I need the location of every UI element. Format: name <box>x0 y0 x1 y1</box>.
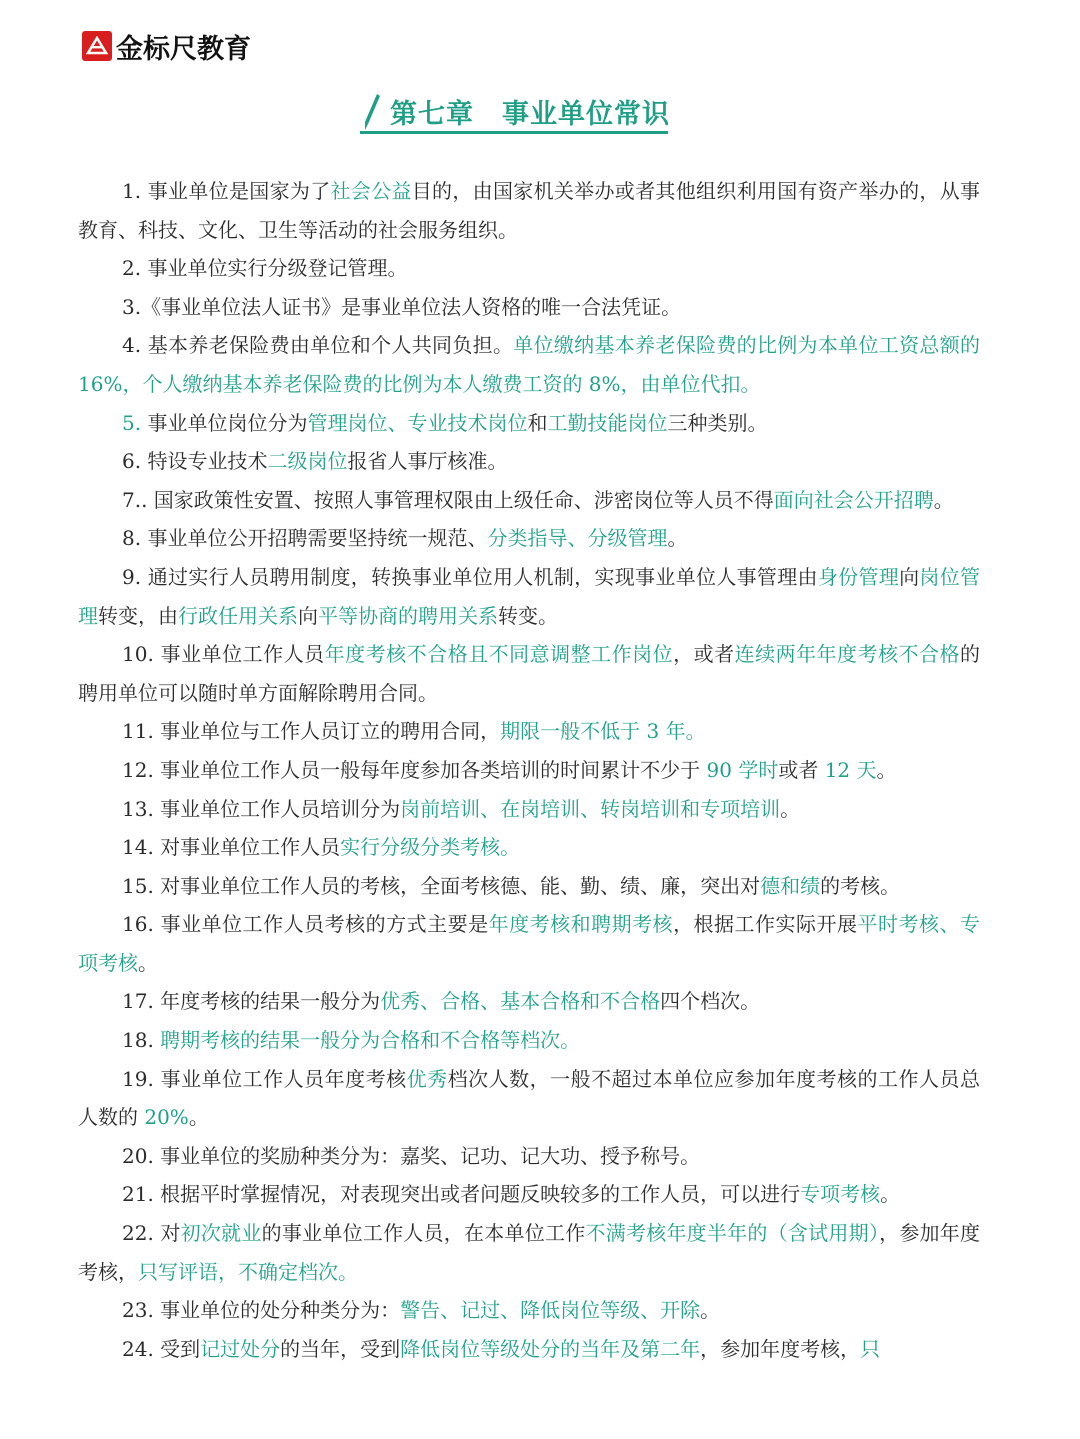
highlight-text: 分类指导、分级管理 <box>487 526 668 551</box>
chapter-title: 第七章 事业单位常识 <box>390 99 670 130</box>
highlight-text: 降低岗位等级处分的当年及第二年 <box>400 1336 701 1361</box>
body-text: 。 <box>780 796 801 821</box>
body-text: 向 <box>298 603 318 628</box>
highlight-text: 面向社会公开招聘 <box>773 487 934 512</box>
knowledge-item <box>78 519 980 558</box>
body-text: 的考核。 <box>820 873 901 898</box>
pen-icon <box>360 92 384 136</box>
knowledge-item <box>78 172 980 249</box>
highlight-text: 期限一般不低于 3 年。 <box>500 719 706 744</box>
knowledge-item <box>78 326 980 403</box>
knowledge-item <box>78 288 980 327</box>
body-text: 8. 事业单位公开招聘需要坚持统一规范、 <box>122 526 488 551</box>
body-text: 6. 特设专业技术 <box>122 449 268 474</box>
knowledge-item <box>78 751 980 790</box>
highlight-text: 二级岗位 <box>267 449 348 474</box>
highlight-text: 专项考核 <box>800 1182 881 1207</box>
brand-name: 金标尺教育 <box>116 33 251 65</box>
knowledge-item <box>78 404 980 443</box>
highlight-text: 年度考核和聘期考核 <box>488 912 674 937</box>
body-text: 档次人数，一般不超过本单位应参加年度考核的工作人员总人数的 <box>78 1066 981 1130</box>
chapter-underline <box>360 131 668 134</box>
body-text: 22. 对 <box>122 1221 181 1246</box>
body-text: 16. 事业单位工作人员考核的方式主要是 <box>122 912 489 937</box>
knowledge-item <box>78 982 980 1021</box>
highlight-text: 德和绩 <box>760 873 821 898</box>
knowledge-item <box>78 1291 980 1330</box>
body-text: 10. 事业单位工作人员 <box>122 642 325 667</box>
highlight-text: 聘期考核的结果一般分为合格和不合格等档次。 <box>160 1028 581 1053</box>
highlight-text: 5. <box>122 410 148 435</box>
knowledge-list <box>78 172 980 1368</box>
body-text: 19. 事业单位工作人员年度考核 <box>122 1066 407 1091</box>
knowledge-item <box>78 1214 980 1291</box>
highlight-text: 不满考核年度半年的（含试用期） <box>585 1221 880 1246</box>
knowledge-item <box>78 558 980 635</box>
highlight-text: 岗位管理 <box>78 564 981 628</box>
knowledge-item <box>78 1175 980 1214</box>
knowledge-item <box>78 1330 980 1369</box>
body-text: 事业单位岗位分为 <box>147 410 308 435</box>
body-text: 11. 事业单位与工作人员订立的聘用合同， <box>122 719 501 744</box>
body-text: 的当年，受到 <box>280 1336 401 1361</box>
highlight-text: 平时考核、专项考核 <box>78 912 981 975</box>
body-text: 3.《事业单位法人证书》是事业单位法人资格的唯一合法凭证。 <box>122 294 682 319</box>
body-text: 。 <box>700 1298 721 1323</box>
body-text: 15. 对事业单位工作人员的考核，全面考核德、能、勤、绩、廉，突出对 <box>122 873 761 898</box>
knowledge-item <box>78 635 980 712</box>
knowledge-item <box>78 442 980 481</box>
body-text: 。 <box>667 526 688 551</box>
body-text: ，参加年度考核， <box>700 1336 861 1361</box>
logo-mark-icon <box>82 31 112 61</box>
body-text: 23. 事业单位的处分种类分为： <box>122 1298 401 1323</box>
highlight-text: 只写评语，不确定档次。 <box>138 1259 358 1284</box>
body-text: 。 <box>933 487 954 512</box>
highlight-text: 记过处分 <box>200 1336 281 1361</box>
highlight-text: 只 <box>860 1336 881 1361</box>
body-text: 13. 事业单位工作人员培训分为 <box>122 796 401 821</box>
highlight-text: 管理岗位、专业技术岗位 <box>307 410 528 435</box>
body-text: ，或者 <box>673 642 735 667</box>
body-text: 的聘用单位可以随时单方面解除聘用合同。 <box>78 642 981 705</box>
body-text: 20. 事业单位的奖励种类分为：嘉奖、记功、记大功、授予称号。 <box>122 1143 701 1168</box>
highlight-text: 岗前培训、在岗培训、转岗培训和专项培训 <box>400 796 781 821</box>
body-text: 三种类别。 <box>667 410 768 435</box>
knowledge-item <box>78 905 980 982</box>
body-text: 4. 基本养老保险费由单位和个人共同负担。 <box>122 333 514 358</box>
body-text: 24. 受到 <box>122 1336 201 1361</box>
body-text: 目的，由国家机关举办或者其他组织利用国有资产举办的，从事教育、科技、文化、卫生等活动的社会服务组织。 <box>78 179 980 242</box>
body-text: 21. 根据平时掌握情况，对表现突出或者问题反映较多的工作人员，可以进行 <box>122 1182 801 1207</box>
highlight-text: 警告、记过、降低岗位等级、开除 <box>400 1298 701 1323</box>
body-text: 12. 事业单位工作人员一般每年度参加各类培训的时间累计不少于 <box>122 757 707 782</box>
body-text: 四个档次。 <box>660 989 761 1014</box>
body-text: 7.. 国家政策性安置、按照人事管理权限由上级任命、涉密岗位等人员不得 <box>122 487 774 512</box>
highlight-text: 12 天 <box>824 757 877 782</box>
knowledge-item <box>78 481 980 520</box>
highlight-text: 平等协商的聘用关系 <box>318 603 498 628</box>
body-text: 。 <box>138 950 158 975</box>
highlight-text: 年度考核不合格且不同意调整工作岗位 <box>324 642 674 667</box>
knowledge-item <box>78 1021 980 1060</box>
body-text: 1. 事业单位是国家为了 <box>122 179 331 203</box>
highlight-text: 社会公益 <box>330 179 412 203</box>
brand-logo <box>82 30 251 65</box>
body-text: 17. 年度考核的结果一般分为 <box>122 989 381 1014</box>
highlight-text: 身份管理 <box>817 564 900 589</box>
body-text: 或者 <box>778 757 825 782</box>
body-text: 转变，由 <box>98 603 178 628</box>
body-text: ，参加年度考核， <box>78 1221 981 1284</box>
knowledge-item <box>78 828 980 867</box>
body-text: 报省人事厅核准。 <box>347 449 508 474</box>
highlight-text: 单位缴纳基本养老保险费的比例为本单位工资总额的 16%，个人缴纳基本养老保险费的比例为本人缴费工资的 8%，由单位代扣。 <box>78 333 980 396</box>
body-text: 。 <box>876 757 897 782</box>
highlight-text: 优秀、合格、基本合格和不合格 <box>380 989 661 1014</box>
body-text: 9. 通过实行人员聘用制度，转换事业单位用人机制，实现事业单位人事管理由 <box>122 564 818 589</box>
body-text: 18. <box>122 1028 161 1053</box>
body-text: 。 <box>188 1105 209 1130</box>
knowledge-item <box>78 249 980 288</box>
knowledge-item <box>78 1137 980 1176</box>
knowledge-item <box>78 790 980 829</box>
body-text: 转变。 <box>498 603 558 628</box>
body-text: 2. 事业单位实行分级登记管理。 <box>122 256 408 281</box>
chapter-heading <box>360 88 670 138</box>
highlight-text: 实行分级分类考核。 <box>340 835 521 860</box>
body-text: 和 <box>527 410 548 435</box>
highlight-text: 90 学时 <box>706 757 779 782</box>
body-text: 14. 对事业单位工作人员 <box>122 835 341 860</box>
knowledge-item <box>78 712 980 751</box>
highlight-text: 工勤技能岗位 <box>547 410 668 435</box>
body-text: ，根据工作实际开展 <box>673 912 858 937</box>
body-text: 向 <box>899 564 920 589</box>
highlight-text: 20% <box>144 1105 189 1130</box>
highlight-text: 行政任用关系 <box>178 603 298 628</box>
knowledge-item <box>78 1060 980 1137</box>
body-text: 。 <box>880 1182 901 1207</box>
body-text: 的事业单位工作人员，在本单位工作 <box>261 1221 586 1246</box>
highlight-text: 连续两年年度考核不合格 <box>734 642 961 667</box>
knowledge-item <box>78 867 980 906</box>
highlight-text: 初次就业 <box>180 1221 262 1246</box>
highlight-text: 优秀 <box>406 1066 448 1091</box>
